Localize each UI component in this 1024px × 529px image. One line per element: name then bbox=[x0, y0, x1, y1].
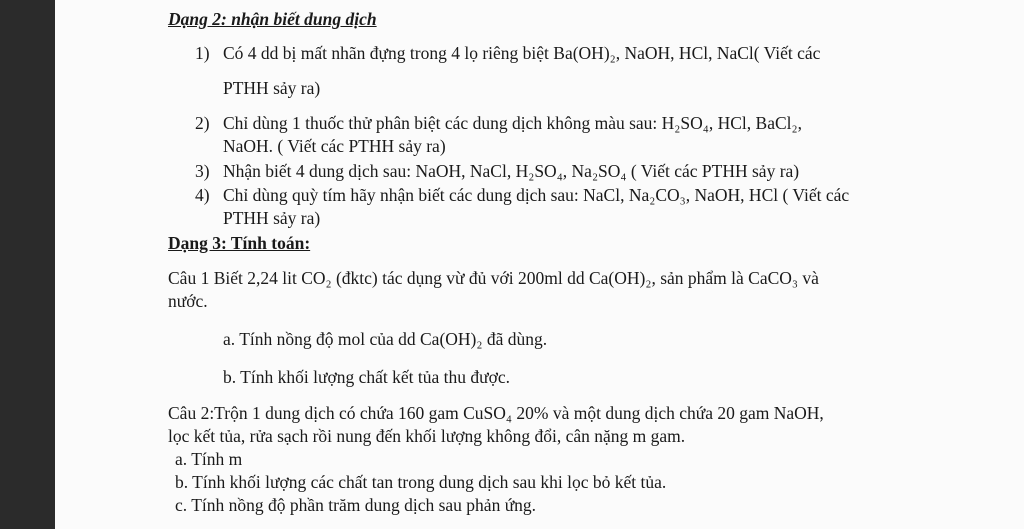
section-heading-dang2: Dạng 2: nhận biết dung dịch bbox=[168, 9, 377, 29]
question-2-part: c. Tính nồng độ phần trăm dung dịch sau phản ứng. bbox=[175, 495, 537, 515]
item-number: 2) bbox=[195, 113, 210, 133]
question-1: Câu 1 Biết 2,24 lit CO₂ (đktc) tác dụng vừ đủ với 200ml dd Ca(OH)₂, sản phẩm là CaCO₃ và bbox=[168, 268, 819, 288]
question-2-part: a. Tính m bbox=[175, 449, 243, 469]
question-1-part-b: b. Tính khối lượng chất kết tủa thu được. bbox=[223, 367, 510, 387]
document-page bbox=[55, 0, 1024, 529]
item-number: 1) bbox=[195, 43, 210, 63]
question-2: Câu 2:Trộn 1 dung dịch có chứa 160 gam CuSO₄ 20% và một dung dịch chứa 20 gam NaOH, bbox=[168, 403, 824, 423]
question-1: nước. bbox=[168, 291, 208, 311]
item-text: NaOH. ( Viết các PTHH sảy ra) bbox=[223, 136, 446, 156]
item-text: Nhận biết 4 dung dịch sau: NaOH, NaCl, H₂SO₄, Na₂SO₄ ( Viết các PTHH sảy ra) bbox=[223, 161, 800, 181]
item-text: Chỉ dùng quỳ tím hãy nhận biết các dung dịch sau: NaCl, Na₂CO₃, NaOH, HCl ( Viết các bbox=[223, 185, 850, 205]
item-text: PTHH sảy ra) bbox=[223, 208, 321, 228]
item-text: Có 4 dd bị mất nhãn đựng trong 4 lọ riêng biệt Ba(OH)₂, NaOH, HCl, NaCl( Viết các bbox=[223, 43, 821, 63]
item-text: PTHH sảy ra) bbox=[223, 78, 321, 98]
item-text: Chỉ dùng 1 thuốc thử phân biệt các dung dịch không màu sau: H₂SO₄, HCl, BaCl₂, bbox=[223, 113, 802, 133]
question-2-part: b. Tính khối lượng các chất tan trong dung dịch sau khi lọc bỏ kết tủa. bbox=[175, 472, 667, 492]
section-heading-dang3: Dạng 3: Tính toán: bbox=[168, 233, 311, 253]
question-1-part-a: a. Tính nồng độ mol của dd Ca(OH)₂ đã dùng. bbox=[223, 329, 548, 349]
item-number: 3) bbox=[195, 161, 210, 181]
item-number: 4) bbox=[195, 185, 210, 205]
question-2: lọc kết tủa, rửa sạch rồi nung đến khối lượng không đổi, cân nặng m gam. bbox=[168, 426, 686, 446]
